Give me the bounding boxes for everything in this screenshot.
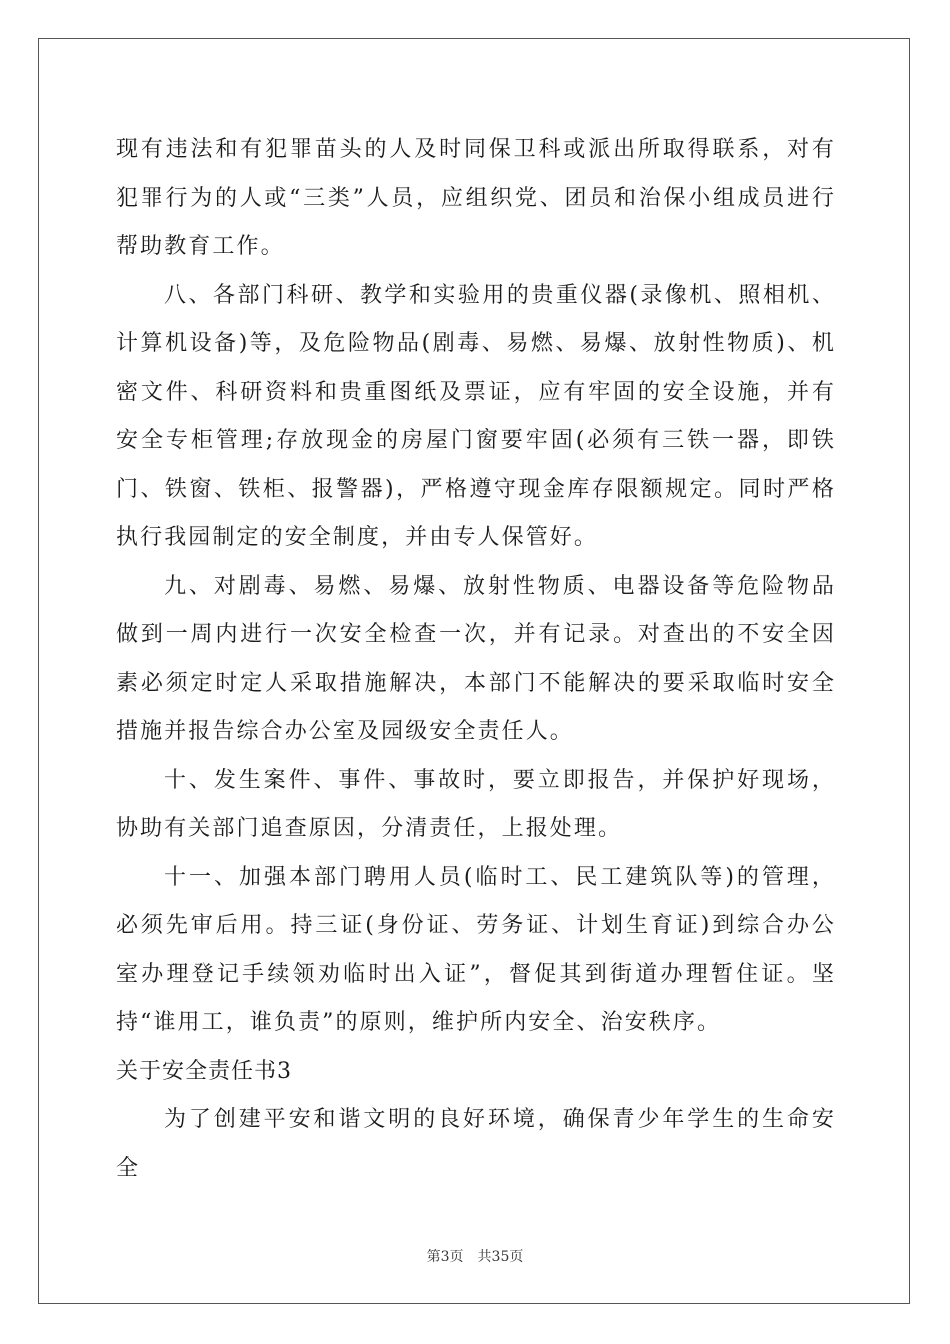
page-number: 第3页	[426, 1249, 464, 1265]
paragraph-item-8: 八、各部门科研、教学和实验用的贵重仪器(录像机、照相机、计算机设备)等，及危险物品(剧毒、易燃、易爆、放射性物质)、机密文件、科研资料和贵重图纸及票证，应有牢固的安全设施，并有安全专柜管理;存放现金的房屋门窗要牢固(必须有三铁一器，即铁门、铁窗、铁柜、报警器)，严格遵守现金库存限额规定。同时严格执行我园制定的安全制度，并由专人保管好。	[116, 282, 836, 550]
page-footer	[0, 1246, 950, 1266]
paragraph-continuation: 现有违法和有犯罪苗头的人及时同保卫科或派出所取得联系，对有犯罪行为的人或“三类”人员，应组织党、团员和治保小组成员进行帮助教育工作。	[116, 137, 836, 259]
section-heading: 关于安全责任书3	[116, 1058, 292, 1084]
paragraph-item-10: 十、发生案件、事件、事故时，要立即报告，并保护好现场，协助有关部门追查原因，分清责任，上报处理。	[116, 767, 836, 841]
page-total: 共35页	[477, 1249, 524, 1265]
paragraph-item-11: 十一、加强本部门聘用人员(临时工、民工建筑队等)的管理，必须先审后用。持三证(身份证、劳务证、计划生育证)到综合办公室办理登记手续领劝临时出入证”，督促其到街道办理暂住证。坚持“谁用工，谁负责”的原则，维护所内安全、治安秩序。	[116, 864, 836, 1035]
paragraph-intro: 为了创建平安和谐文明的良好环境，确保青少年学生的生命安全	[116, 1107, 836, 1181]
document-body	[116, 126, 836, 1193]
paragraph-item-9: 九、对剧毒、易燃、易爆、放射性物质、电器设备等危险物品做到一周内进行一次安全检查一次，并有记录。对查出的不安全因素必须定时定人采取措施解决，本部门不能解决的要采取临时安全措施并报告综合办公室及园级安全责任人。	[116, 573, 836, 744]
